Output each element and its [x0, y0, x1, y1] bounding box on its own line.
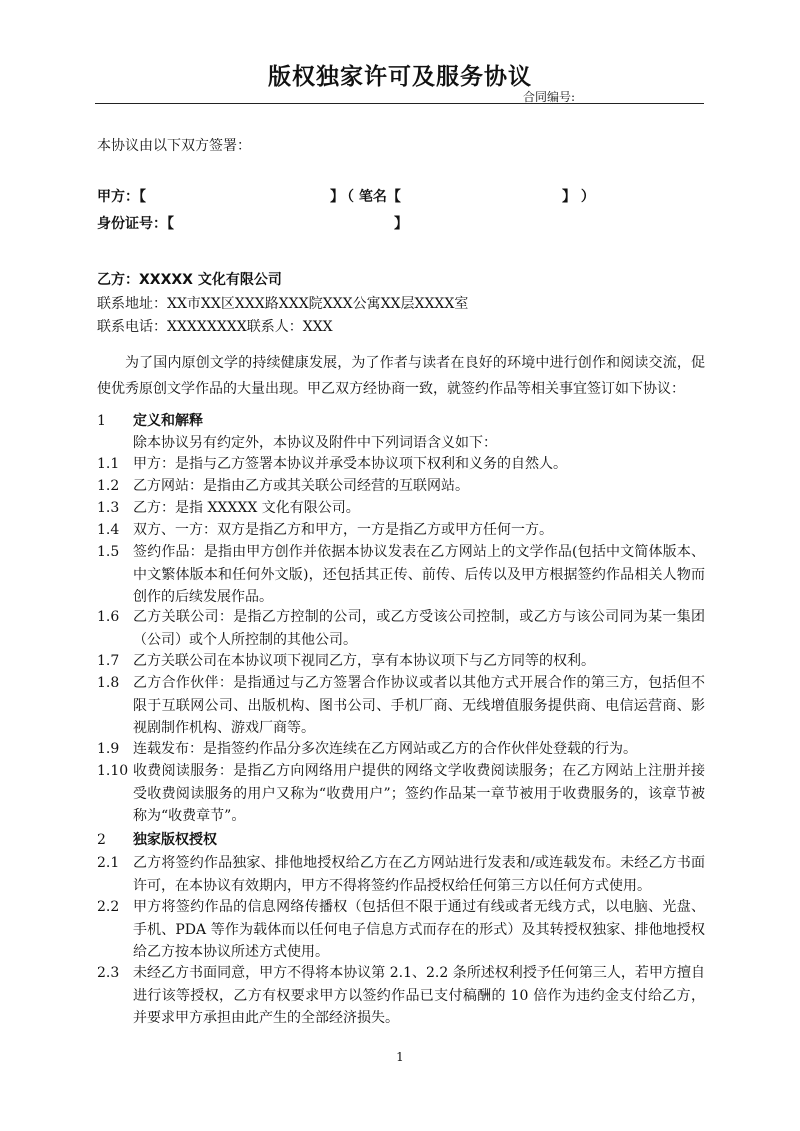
pen-name-label: （ 笔名【	[340, 189, 401, 205]
clause-number: 1.3	[97, 500, 120, 516]
party-b-name: 乙方：XXXXX 文化有限公司	[97, 272, 282, 288]
clause-text: 乙方关联公司：是指乙方控制的公司，或乙方受该公司控制，或乙方与该公司同为某一集团（公司）或个人所控制的其他公司。	[133, 609, 705, 648]
clause-number: 1.7	[97, 653, 120, 669]
clause-text: 乙方：是指 XXXXX 文化有限公司。	[133, 500, 360, 516]
clause-text: 未经乙方书面同意，甲方不得将本协议第 2.1、2.2 条所述权利授予任何第三人，若甲方擅自进行该等授权，乙方有权要求甲方以签约作品已支付稿酬的 10 倍作为违约金支付给乙方，并要求甲方承担由此产生的全部经济损失。	[133, 965, 705, 1026]
contract-number-label: 合同编号:	[523, 90, 576, 104]
clause-text: 乙方网站：是指由乙方或其关联公司经营的互联网站。	[133, 478, 469, 494]
clause-text: 签约作品：是指由甲方创作并依据本协议发表在乙方网站上的文学作品(包括中文简体版本、中文繁体版本和任何外文版)，还包括其正传、前传、后传以及甲方根据签约作品相关人物而创作的后续发展作品。	[133, 544, 705, 605]
clause-number: 1.10	[97, 763, 129, 779]
clause-text: 乙方关联公司在本协议项下视同乙方，享有本协议项下与乙方同等的权利。	[133, 653, 595, 669]
id-number-close: 】	[394, 216, 408, 232]
section-number: 1	[97, 413, 106, 429]
page-number: 1	[396, 1050, 404, 1064]
party-b-address: 联系地址：XX市XX区XXX路XXX院XXX公寓XX层XXXX室	[97, 296, 469, 312]
clause-text: 甲方将签约作品的信息网络传播权（包括但不限于通过有线或者无线方式，以电脑、光盘、手机、PDA 等作为载体而以任何电子信息方式而存在的形式）及其转授权独家、排他地授权给乙方按本协议所述方式使用。	[133, 899, 705, 960]
clause-number: 1.1	[97, 456, 120, 472]
clause-number: 1.5	[97, 544, 120, 560]
clause-text: 双方、一方：双方是指乙方和甲方，一方是指乙方或甲方任何一方。	[133, 522, 553, 538]
party-a-label: 甲方：【	[97, 189, 146, 205]
clause-text: 甲方：是指与乙方签署本协议并承受本协议项下权利和义务的自然人。	[133, 456, 567, 472]
section-title: 独家版权授权	[133, 832, 217, 848]
clause-number: 2.2	[97, 899, 120, 915]
clause-number: 1.4	[97, 522, 120, 538]
clause-number: 1.2	[97, 478, 120, 494]
intro-line: 本协议由以下双方签署：	[97, 138, 251, 154]
party-b-phone: 联系电话：XXXXXXXX联系人：XXX	[97, 319, 333, 335]
section-lead: 除本协议另有约定外，本协议及附件中下列词语含义如下：	[133, 435, 497, 451]
section-number: 2	[97, 832, 106, 848]
section-title: 定义和解释	[133, 413, 203, 429]
clause-number: 2.1	[97, 855, 120, 871]
clause-text: 连载发布：是指签约作品分多次连续在乙方网站或乙方的合作伙伴处登载的行为。	[133, 741, 637, 757]
pen-name-close: 】 ）	[562, 189, 595, 205]
preamble-paragraph: 为了国内原创文学的持续健康发展，为了作者与读者在良好的环境中进行创作和阅读交流，促使优秀原创文学作品的大量出现。甲乙双方经协商一致，就签约作品等相关事宜签订如下协议：	[97, 355, 705, 397]
clause-number: 1.9	[97, 741, 120, 757]
party-a-close: 】	[330, 189, 344, 205]
clause-number: 1.8	[97, 675, 120, 691]
clause-text: 乙方合作伙伴：是指通过与乙方签署合作协议或者以其他方式开展合作的第三方，包括但不限于互联网公司、出版机构、图书公司、手机厂商、无线增值服务提供商、电信运营商、影视剧制作机构、游戏厂商等。	[133, 675, 705, 736]
clause-text: 乙方将签约作品独家、排他地授权给乙方在乙方网站进行发表和/或连载发布。未经乙方书面许可，在本协议有效期内，甲方不得将签约作品授权给任何第三方以任何方式使用。	[133, 855, 705, 894]
clause-number: 2.3	[97, 965, 120, 981]
clause-number: 1.6	[97, 609, 120, 625]
header-divider	[95, 103, 704, 104]
document-title: 版权独家许可及服务协议	[268, 64, 532, 90]
id-number-label: 身份证号：【	[97, 216, 174, 232]
clause-text: 收费阅读服务：是指乙方向网络用户提供的网络文学收费阅读服务；在乙方网站上注册并接受收费阅读服务的用户又称为“收费用户”；签约作品某一章节被用于收费服务的，该章节被称为“收费章节”。	[133, 763, 705, 824]
